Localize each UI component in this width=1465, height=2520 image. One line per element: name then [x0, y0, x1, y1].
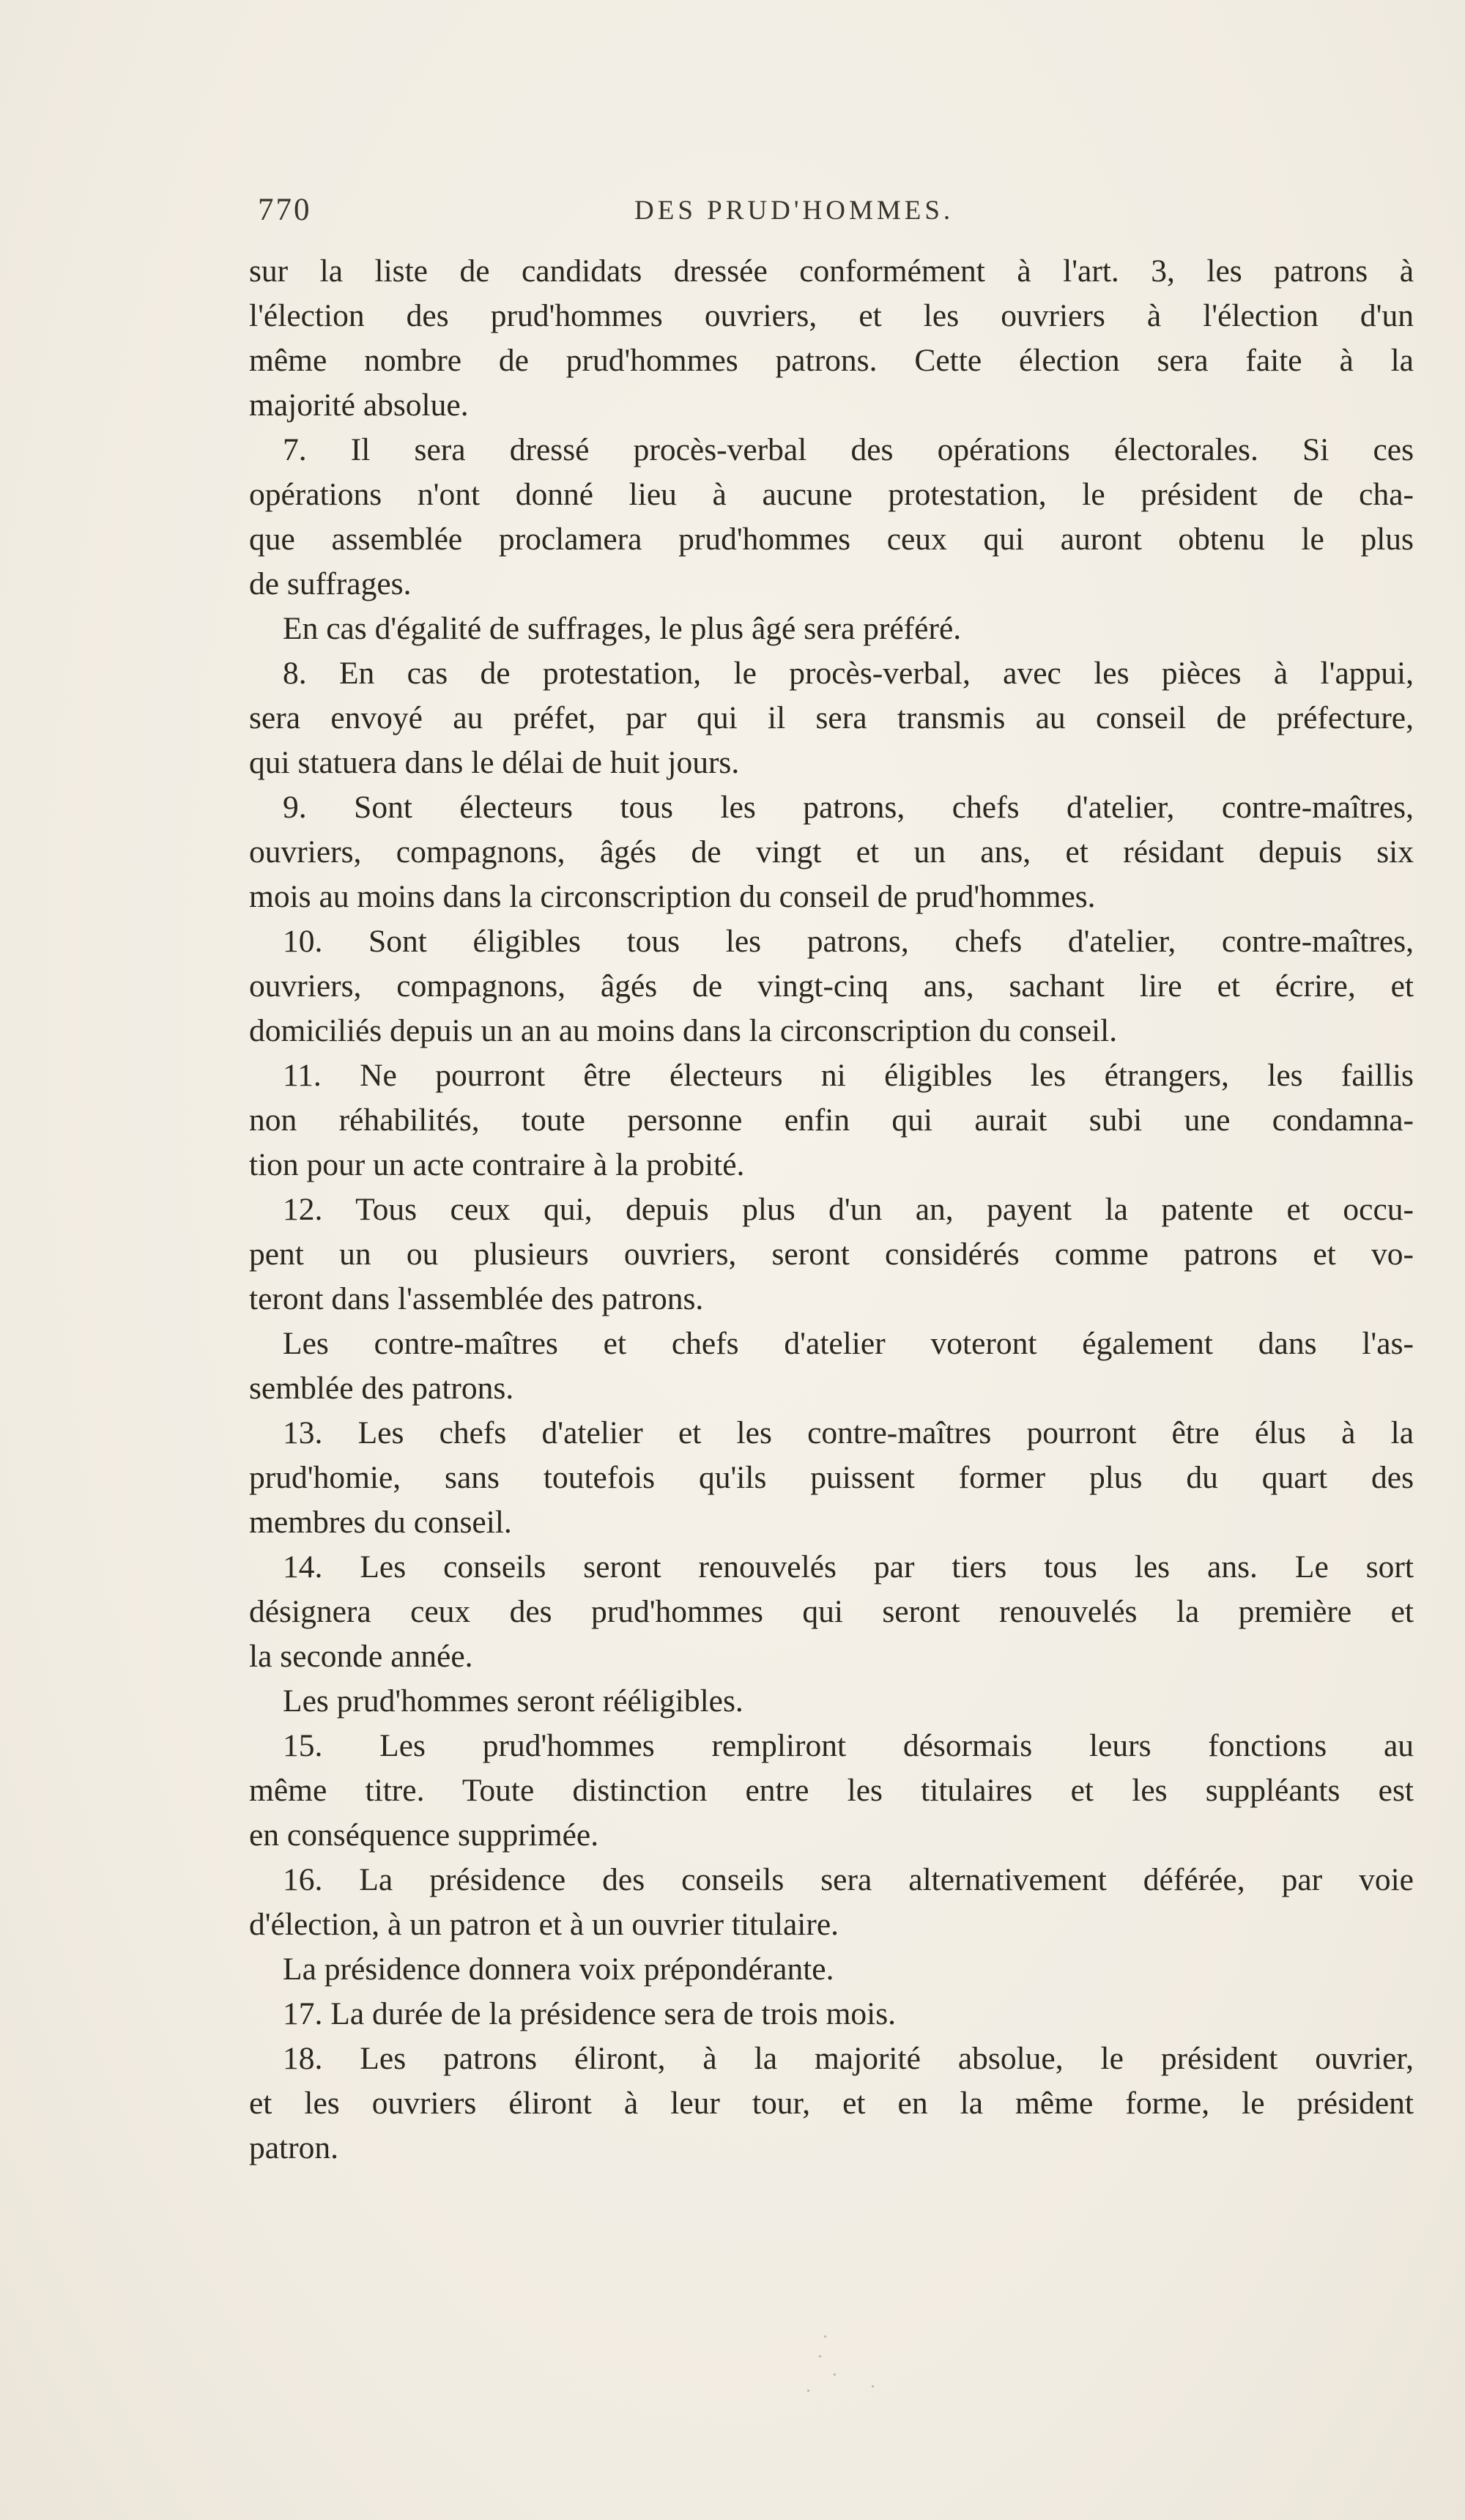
- text-line: que assemblée proclamera prud'hommes ceux qui auront obtenu le plus: [249, 522, 1414, 557]
- text-line: 16. La présidence des conseils sera alternativement déférée, par voie: [283, 1862, 1414, 1897]
- text-line: qui statuera dans le délai de huit jours.: [249, 745, 740, 780]
- text-line: même titre. Toute distinction entre les titulaires et les suppléants est: [249, 1773, 1414, 1808]
- text-line: 14. Les conseils seront renouvelés par tiers tous les ans. Le sort: [283, 1549, 1414, 1585]
- text-line: 15. Les prud'hommes rempliront désormais leurs fonctions au: [283, 1728, 1414, 1763]
- text-line: domiciliés depuis un an au moins dans la circonscription du conseil.: [249, 1013, 1118, 1048]
- text-line: 17. La durée de la présidence sera de trois mois.: [283, 1996, 897, 2031]
- text-line: prud'homie, sans toutefois qu'ils puissent former plus du quart des: [249, 1460, 1414, 1495]
- page-number: 770: [258, 193, 312, 227]
- text-line: d'élection, à un patron et à un ouvrier titulaire.: [249, 1907, 839, 1942]
- text-line: ouvriers, compagnons, âgés de vingt-cinq ans, sachant lire et écrire, et: [249, 968, 1414, 1004]
- text-line: ouvriers, compagnons, âgés de vingt et un ans, et résidant depuis six: [249, 834, 1414, 870]
- text-line: La présidence donnera voix prépondérante.: [283, 1952, 834, 1987]
- paper-speck: [824, 2335, 826, 2338]
- text-line: sera envoyé au préfet, par qui il sera transmis au conseil de préfecture,: [249, 700, 1414, 735]
- text-line: 11. Ne pourront être électeurs ni éligibles les étrangers, les faillis: [283, 1058, 1414, 1093]
- text-line: majorité absolue.: [249, 388, 469, 423]
- text-line: pent un ou plusieurs ouvriers, seront considérés comme patrons et vo-: [249, 1237, 1414, 1272]
- text-line: non réhabilités, toute personne enfin qui aurait subi une condamna-: [249, 1102, 1414, 1138]
- page-header: [258, 192, 1415, 236]
- paper-speck: [834, 2373, 836, 2376]
- paper-speck: [807, 2390, 809, 2392]
- text-line: membres du conseil.: [249, 1505, 512, 1540]
- text-line: désignera ceux des prud'hommes qui seront renouvelés la première et: [249, 1594, 1414, 1629]
- text-line: même nombre de prud'hommes patrons. Cette élection sera faite à la: [249, 343, 1414, 378]
- text-line: Les prud'hommes seront rééligibles.: [283, 1683, 743, 1719]
- text-line: 13. Les chefs d'atelier et les contre-maîtres pourront être élus à la: [283, 1415, 1414, 1450]
- text-line: Les contre-maîtres et chefs d'atelier voteront également dans l'as-: [283, 1326, 1414, 1361]
- text-line: et les ouvriers éliront à leur tour, et en la même forme, le président: [249, 2086, 1414, 2121]
- text-line: la seconde année.: [249, 1639, 473, 1674]
- text-line: en conséquence supprimée.: [249, 1817, 599, 1853]
- text-line: 8. En cas de protestation, le procès-verbal, avec les pièces à l'appui,: [283, 656, 1414, 691]
- body-text: [249, 249, 1414, 2171]
- text-line: de suffrages.: [249, 566, 412, 601]
- paper-speck: [872, 2385, 874, 2387]
- text-line: tion pour un acte contraire à la probité.: [249, 1147, 745, 1182]
- text-line: semblée des patrons.: [249, 1371, 514, 1406]
- text-line: 10. Sont éligibles tous les patrons, chefs d'atelier, contre-maîtres,: [283, 924, 1414, 959]
- text-line: 9. Sont électeurs tous les patrons, chefs d'atelier, contre-maîtres,: [283, 790, 1414, 825]
- text-line: patron.: [249, 2130, 339, 2165]
- text-line: teront dans l'assemblée des patrons.: [249, 1281, 704, 1316]
- text-line: 7. Il sera dressé procès-verbal des opérations électorales. Si ces: [283, 432, 1414, 467]
- text-line: En cas d'égalité de suffrages, le plus âgé sera préféré.: [283, 611, 962, 646]
- paper-speck: [819, 2355, 821, 2357]
- running-title: DES PRUD'HOMMES.: [634, 196, 954, 226]
- text-line: opérations n'ont donné lieu à aucune protestation, le président de cha-: [249, 477, 1414, 512]
- text-line: l'élection des prud'hommes ouvriers, et les ouvriers à l'élection d'un: [249, 298, 1414, 333]
- text-line: 12. Tous ceux qui, depuis plus d'un an, payent la patente et occu-: [283, 1192, 1414, 1227]
- text-line: sur la liste de candidats dressée conformément à l'art. 3, les patrons à: [249, 253, 1414, 289]
- text-line: 18. Les patrons éliront, à la majorité absolue, le président ouvrier,: [283, 2041, 1414, 2076]
- text-line: mois au moins dans la circonscription du conseil de prud'hommes.: [249, 879, 1096, 914]
